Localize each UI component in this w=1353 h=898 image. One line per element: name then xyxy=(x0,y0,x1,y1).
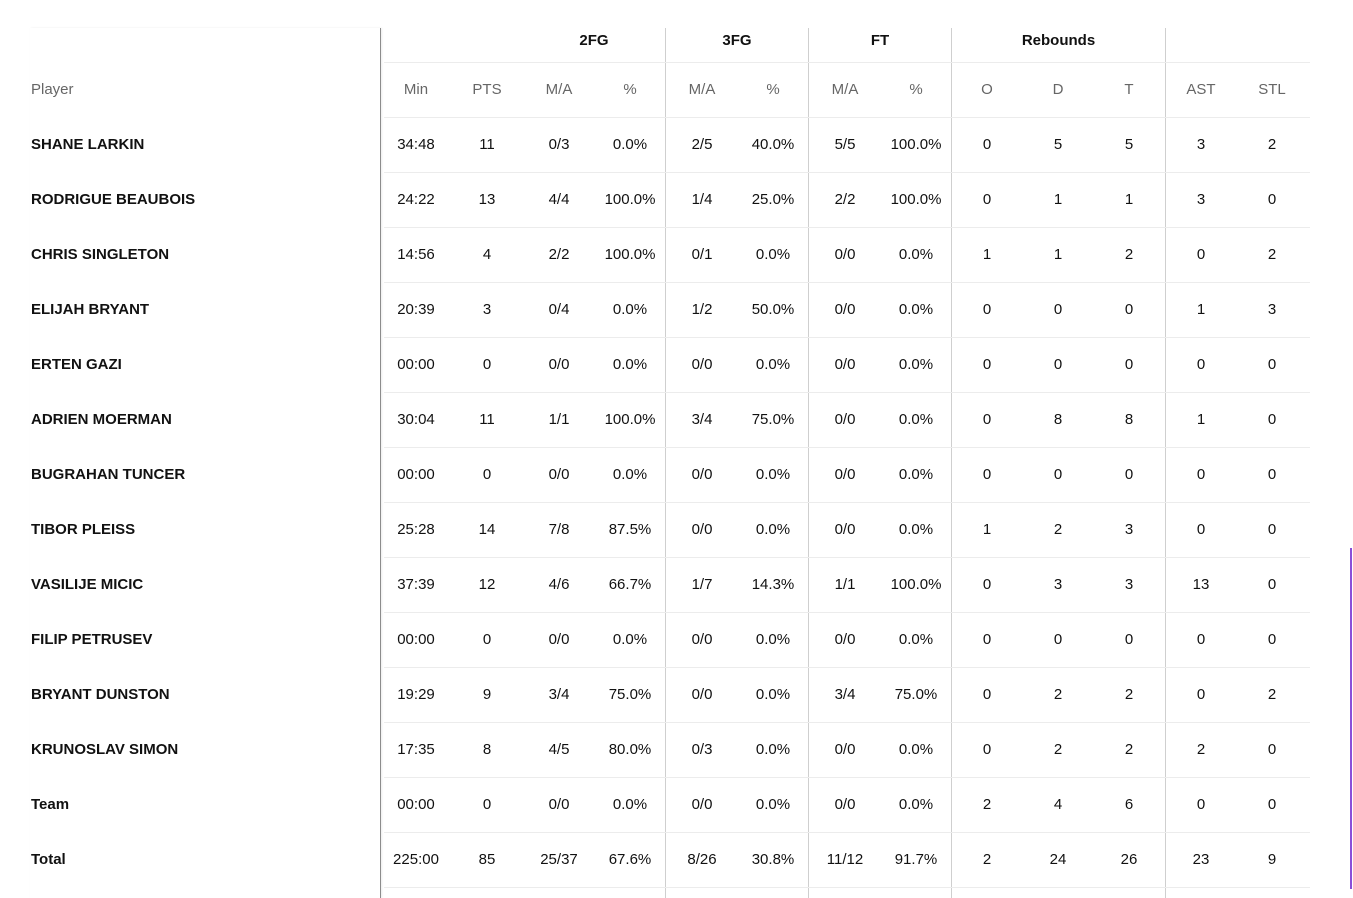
stat-cell: 0 xyxy=(1196,356,1206,373)
stat-cell: 0/0 xyxy=(834,246,856,263)
stat-cell: 0 xyxy=(1124,356,1134,373)
stat-cell: 30:04 xyxy=(397,411,435,428)
column-header[interactable]: M/A xyxy=(688,81,716,98)
stat-cell: 2 xyxy=(982,796,992,813)
stat-cell: 3 xyxy=(1267,301,1277,318)
stat-cell: 0/0 xyxy=(548,466,570,483)
stat-cell: 25:28 xyxy=(397,521,435,538)
stat-cell: 1 xyxy=(1124,191,1134,208)
stat-cell: 1/1 xyxy=(548,411,570,428)
stat-cell: 0 xyxy=(1267,741,1277,758)
stat-cell: 91.7% xyxy=(894,851,938,868)
stat-cell: 0 xyxy=(982,741,992,758)
stat-cell: 75.0% xyxy=(894,686,938,703)
stat-cell: 2/2 xyxy=(834,191,856,208)
stat-cell: 100.0% xyxy=(604,246,656,263)
group-header-2fg: 2FG xyxy=(579,32,609,49)
stat-cell: 2 xyxy=(1267,136,1277,153)
stat-cell: 0.0% xyxy=(755,741,791,758)
player-name[interactable]: BUGRAHAN TUNCER xyxy=(31,466,186,483)
stat-cell: 2 xyxy=(1124,246,1134,263)
stat-cell: 100.0% xyxy=(604,191,656,208)
stat-cell: 6 xyxy=(1124,796,1134,813)
stat-cell: 0 xyxy=(982,631,992,648)
stat-cell: 87.5% xyxy=(608,521,652,538)
stat-cell: 2 xyxy=(1053,686,1063,703)
group-header-reb: Rebounds xyxy=(1021,32,1096,49)
stat-cell: 100.0% xyxy=(890,136,942,153)
stat-cell: 0 xyxy=(1267,356,1277,373)
stat-cell: 1/7 xyxy=(691,576,713,593)
column-header[interactable]: M/A xyxy=(545,81,573,98)
stat-cell: 8 xyxy=(1053,411,1063,428)
stat-cell: 0 xyxy=(982,356,992,373)
stat-cell: 2/5 xyxy=(691,136,713,153)
player-name[interactable]: KRUNOSLAV SIMON xyxy=(31,741,179,758)
stat-cell: 11 xyxy=(479,136,495,153)
stat-cell: 0/3 xyxy=(548,136,570,153)
stat-cell: 3/4 xyxy=(691,411,713,428)
stat-cell: 75.0% xyxy=(608,686,652,703)
stat-cell: 7/8 xyxy=(548,521,570,538)
player-name[interactable]: ELIJAH BRYANT xyxy=(31,301,150,318)
stat-cell: 66.7% xyxy=(608,576,652,593)
stat-cell: 0/0 xyxy=(691,521,713,538)
stat-cell: 2 xyxy=(1053,521,1063,538)
stat-cell: 1 xyxy=(1196,411,1206,428)
stat-cell: 0 xyxy=(482,466,492,483)
stat-cell: 0 xyxy=(1196,466,1206,483)
stat-cell: 2 xyxy=(1124,741,1134,758)
stat-cell: 2 xyxy=(1267,246,1277,263)
stat-cell: 3 xyxy=(1196,136,1206,153)
stat-cell: 5 xyxy=(1124,136,1134,153)
stat-cell: 0 xyxy=(1267,466,1277,483)
stat-cell: 0 xyxy=(982,301,992,318)
stat-cell: 75.0% xyxy=(751,411,795,428)
stat-cell: 0 xyxy=(1267,576,1277,593)
stat-cell: 0.0% xyxy=(898,521,934,538)
stat-cell: 0.0% xyxy=(755,521,791,538)
stat-cell: 14 xyxy=(478,521,496,538)
stat-cell: 0 xyxy=(982,686,992,703)
player-name[interactable]: RODRIGUE BEAUBOIS xyxy=(31,191,196,208)
stat-cell: 14:56 xyxy=(397,246,435,263)
stat-cell: 8/26 xyxy=(687,851,717,868)
stat-cell: 11 xyxy=(479,411,495,428)
stat-cell: 0/4 xyxy=(548,301,570,318)
stat-cell: 2/2 xyxy=(548,246,570,263)
stat-cell: 00:00 xyxy=(397,356,435,373)
column-header[interactable]: % xyxy=(766,81,780,98)
stat-cell: 0 xyxy=(1053,466,1063,483)
stat-cell: 25/37 xyxy=(540,851,578,868)
stat-cell: 37:39 xyxy=(397,576,435,593)
stat-cell: 0/0 xyxy=(691,631,713,648)
player-name[interactable]: TIBOR PLEISS xyxy=(31,521,136,538)
stat-cell: 0.0% xyxy=(898,796,934,813)
column-header[interactable]: PTS xyxy=(472,81,502,98)
stat-cell: 0/0 xyxy=(548,356,570,373)
stat-cell: 0/0 xyxy=(834,741,856,758)
stat-cell: 3 xyxy=(1053,576,1063,593)
stat-cell: 0.0% xyxy=(612,466,648,483)
stat-cell: 1/2 xyxy=(691,301,713,318)
stat-cell: 2 xyxy=(1267,686,1277,703)
group-header-ft: FT xyxy=(870,32,890,49)
stat-cell: 225:00 xyxy=(393,851,439,868)
stat-cell: 0/0 xyxy=(834,796,856,813)
stat-cell: 0 xyxy=(1124,466,1134,483)
stat-cell: 24:22 xyxy=(397,191,435,208)
stat-cell: 4 xyxy=(482,246,492,263)
stat-cell: 0 xyxy=(1124,301,1134,318)
stat-cell: 0.0% xyxy=(755,356,791,373)
stat-cell: 12 xyxy=(478,576,496,593)
stat-cell: 26 xyxy=(1120,851,1138,868)
stat-cell: 100.0% xyxy=(604,411,656,428)
stat-cell: 40.0% xyxy=(751,136,795,153)
stat-cell: 23 xyxy=(1192,851,1210,868)
stat-cell: 0.0% xyxy=(898,631,934,648)
stat-cell: 0.0% xyxy=(612,796,648,813)
stat-cell: 0 xyxy=(1267,631,1277,648)
stat-cell: 2 xyxy=(1124,686,1134,703)
stat-cell: 0.0% xyxy=(898,466,934,483)
stat-cell: 67.6% xyxy=(608,851,652,868)
stat-cell: 100.0% xyxy=(890,576,942,593)
player-name[interactable]: SHANE LARKIN xyxy=(31,136,145,153)
stat-cell: 2 xyxy=(1196,741,1206,758)
stat-cell: 85 xyxy=(478,851,496,868)
stat-cell: 0 xyxy=(1267,191,1277,208)
stat-cell: 0/0 xyxy=(834,411,856,428)
stat-cell: 17:35 xyxy=(397,741,435,758)
stat-cell: 1 xyxy=(1053,246,1063,263)
stat-cell: 3 xyxy=(1124,576,1134,593)
column-header[interactable]: D xyxy=(1052,81,1064,98)
stat-cell: 25.0% xyxy=(751,191,795,208)
stat-cell: 0.0% xyxy=(898,301,934,318)
column-header[interactable]: Min xyxy=(403,81,429,98)
stat-cell: 0.0% xyxy=(612,136,648,153)
stat-cell: 0/0 xyxy=(834,301,856,318)
stat-cell: 0 xyxy=(982,411,992,428)
stat-cell: 3 xyxy=(1196,191,1206,208)
player-name[interactable]: ERTEN GAZI xyxy=(31,356,122,373)
stat-cell: 0 xyxy=(1053,301,1063,318)
stat-cell: 24 xyxy=(1049,851,1067,868)
group-header-3fg: 3FG xyxy=(722,32,752,49)
stat-cell: 9 xyxy=(482,686,492,703)
player-name[interactable]: CHRIS SINGLETON xyxy=(31,246,170,263)
stat-cell: 0/0 xyxy=(834,356,856,373)
stat-cell: 4/5 xyxy=(548,741,570,758)
stat-cell: 20:39 xyxy=(397,301,435,318)
stat-cell: 0/0 xyxy=(834,521,856,538)
stat-cell: 34:48 xyxy=(397,136,435,153)
stat-cell: 0 xyxy=(482,631,492,648)
stat-cell: 0 xyxy=(1196,796,1206,813)
stat-cell: 0/0 xyxy=(834,631,856,648)
stat-cell: 0/1 xyxy=(691,246,713,263)
stat-cell: 0 xyxy=(1196,686,1206,703)
stat-cell: 0.0% xyxy=(898,741,934,758)
column-header[interactable]: % xyxy=(623,81,637,98)
stat-cell: 14.3% xyxy=(751,576,795,593)
stat-cell: 0 xyxy=(982,466,992,483)
player-name[interactable]: FILIP PETRUSEV xyxy=(31,631,153,648)
stat-cell: 100.0% xyxy=(890,191,942,208)
stat-cell: 9 xyxy=(1267,851,1277,868)
row-divider xyxy=(384,887,1310,888)
stat-cell: 4 xyxy=(1053,796,1063,813)
stat-cell: 5/5 xyxy=(834,136,856,153)
stat-cell: 1/1 xyxy=(834,576,856,593)
column-header[interactable]: STL xyxy=(1258,81,1286,98)
stat-cell: 0.0% xyxy=(755,686,791,703)
stat-cell: 0.0% xyxy=(612,631,648,648)
stat-cell: 5 xyxy=(1053,136,1063,153)
stat-cell: 00:00 xyxy=(397,631,435,648)
stat-cell: 0 xyxy=(1267,411,1277,428)
player-name[interactable]: BRYANT DUNSTON xyxy=(31,686,170,703)
stat-cell: 00:00 xyxy=(397,466,435,483)
stat-cell: 0.0% xyxy=(612,301,648,318)
stat-cell: 0 xyxy=(1196,521,1206,538)
stat-cell: 4/6 xyxy=(548,576,570,593)
stat-cell: 0.0% xyxy=(755,246,791,263)
stat-cell: 0/0 xyxy=(691,686,713,703)
column-header[interactable]: M/A xyxy=(831,81,859,98)
stat-cell: 2 xyxy=(1053,741,1063,758)
column-header[interactable]: T xyxy=(1124,81,1134,98)
stat-cell: 13 xyxy=(1192,576,1210,593)
stat-cell: 0/0 xyxy=(691,356,713,373)
stat-cell: 1 xyxy=(982,246,992,263)
stat-cell: 0 xyxy=(982,576,992,593)
stat-cell: 1 xyxy=(1196,301,1206,318)
stat-cell: 3/4 xyxy=(834,686,856,703)
stat-cell: 0 xyxy=(1124,631,1134,648)
stat-cell: 0 xyxy=(1267,521,1277,538)
stat-cell: 0 xyxy=(982,136,992,153)
stat-cell: 3 xyxy=(482,301,492,318)
stat-cell: 1 xyxy=(1053,191,1063,208)
player-name: Total xyxy=(31,851,66,868)
stat-cell: 0.0% xyxy=(612,356,648,373)
stat-cell: 0 xyxy=(482,796,492,813)
stat-cell: 0 xyxy=(1053,356,1063,373)
stat-cell: 4/4 xyxy=(548,191,570,208)
stat-cell: 0 xyxy=(1196,631,1206,648)
stat-cell: 0 xyxy=(1196,246,1206,263)
stat-cell: 3 xyxy=(1124,521,1134,538)
stat-cell: 0/0 xyxy=(691,796,713,813)
stat-cell: 1/4 xyxy=(691,191,713,208)
column-header[interactable]: AST xyxy=(1186,81,1216,98)
stat-cell: 0 xyxy=(482,356,492,373)
stat-cell: 13 xyxy=(478,191,496,208)
stat-cell: 0/0 xyxy=(834,466,856,483)
stat-cell: 1 xyxy=(982,521,992,538)
stat-cell: 0.0% xyxy=(755,466,791,483)
player-name: Team xyxy=(31,796,70,813)
stat-cell: 0.0% xyxy=(755,631,791,648)
player-name[interactable]: VASILIJE MICIC xyxy=(31,576,144,593)
stat-cell: 3/4 xyxy=(548,686,570,703)
stat-cell: 19:29 xyxy=(397,686,435,703)
stat-cell: 0 xyxy=(1267,796,1277,813)
stat-cell: 0/0 xyxy=(691,466,713,483)
column-header[interactable]: O xyxy=(981,81,993,98)
stat-cell: 8 xyxy=(1124,411,1134,428)
stat-cell: 0/3 xyxy=(691,741,713,758)
stat-cell: 2 xyxy=(982,851,992,868)
stat-cell: 0.0% xyxy=(898,246,934,263)
player-column-header[interactable]: Player xyxy=(31,81,74,98)
stat-cell: 80.0% xyxy=(608,741,652,758)
stat-cell: 0 xyxy=(982,191,992,208)
column-header[interactable]: % xyxy=(909,81,923,98)
stat-cell: 0/0 xyxy=(548,631,570,648)
stat-cell: 30.8% xyxy=(751,851,795,868)
player-name[interactable]: ADRIEN MOERMAN xyxy=(31,411,172,428)
stat-cell: 8 xyxy=(482,741,492,758)
stat-cell: 00:00 xyxy=(397,796,435,813)
stat-cell: 0.0% xyxy=(898,411,934,428)
stat-cell: 0.0% xyxy=(755,796,791,813)
stat-cell: 0/0 xyxy=(548,796,570,813)
stat-cell: 11/12 xyxy=(826,851,864,868)
stat-cell: 0.0% xyxy=(898,356,934,373)
stat-cell: 0 xyxy=(1053,631,1063,648)
stat-cell: 50.0% xyxy=(751,301,795,318)
